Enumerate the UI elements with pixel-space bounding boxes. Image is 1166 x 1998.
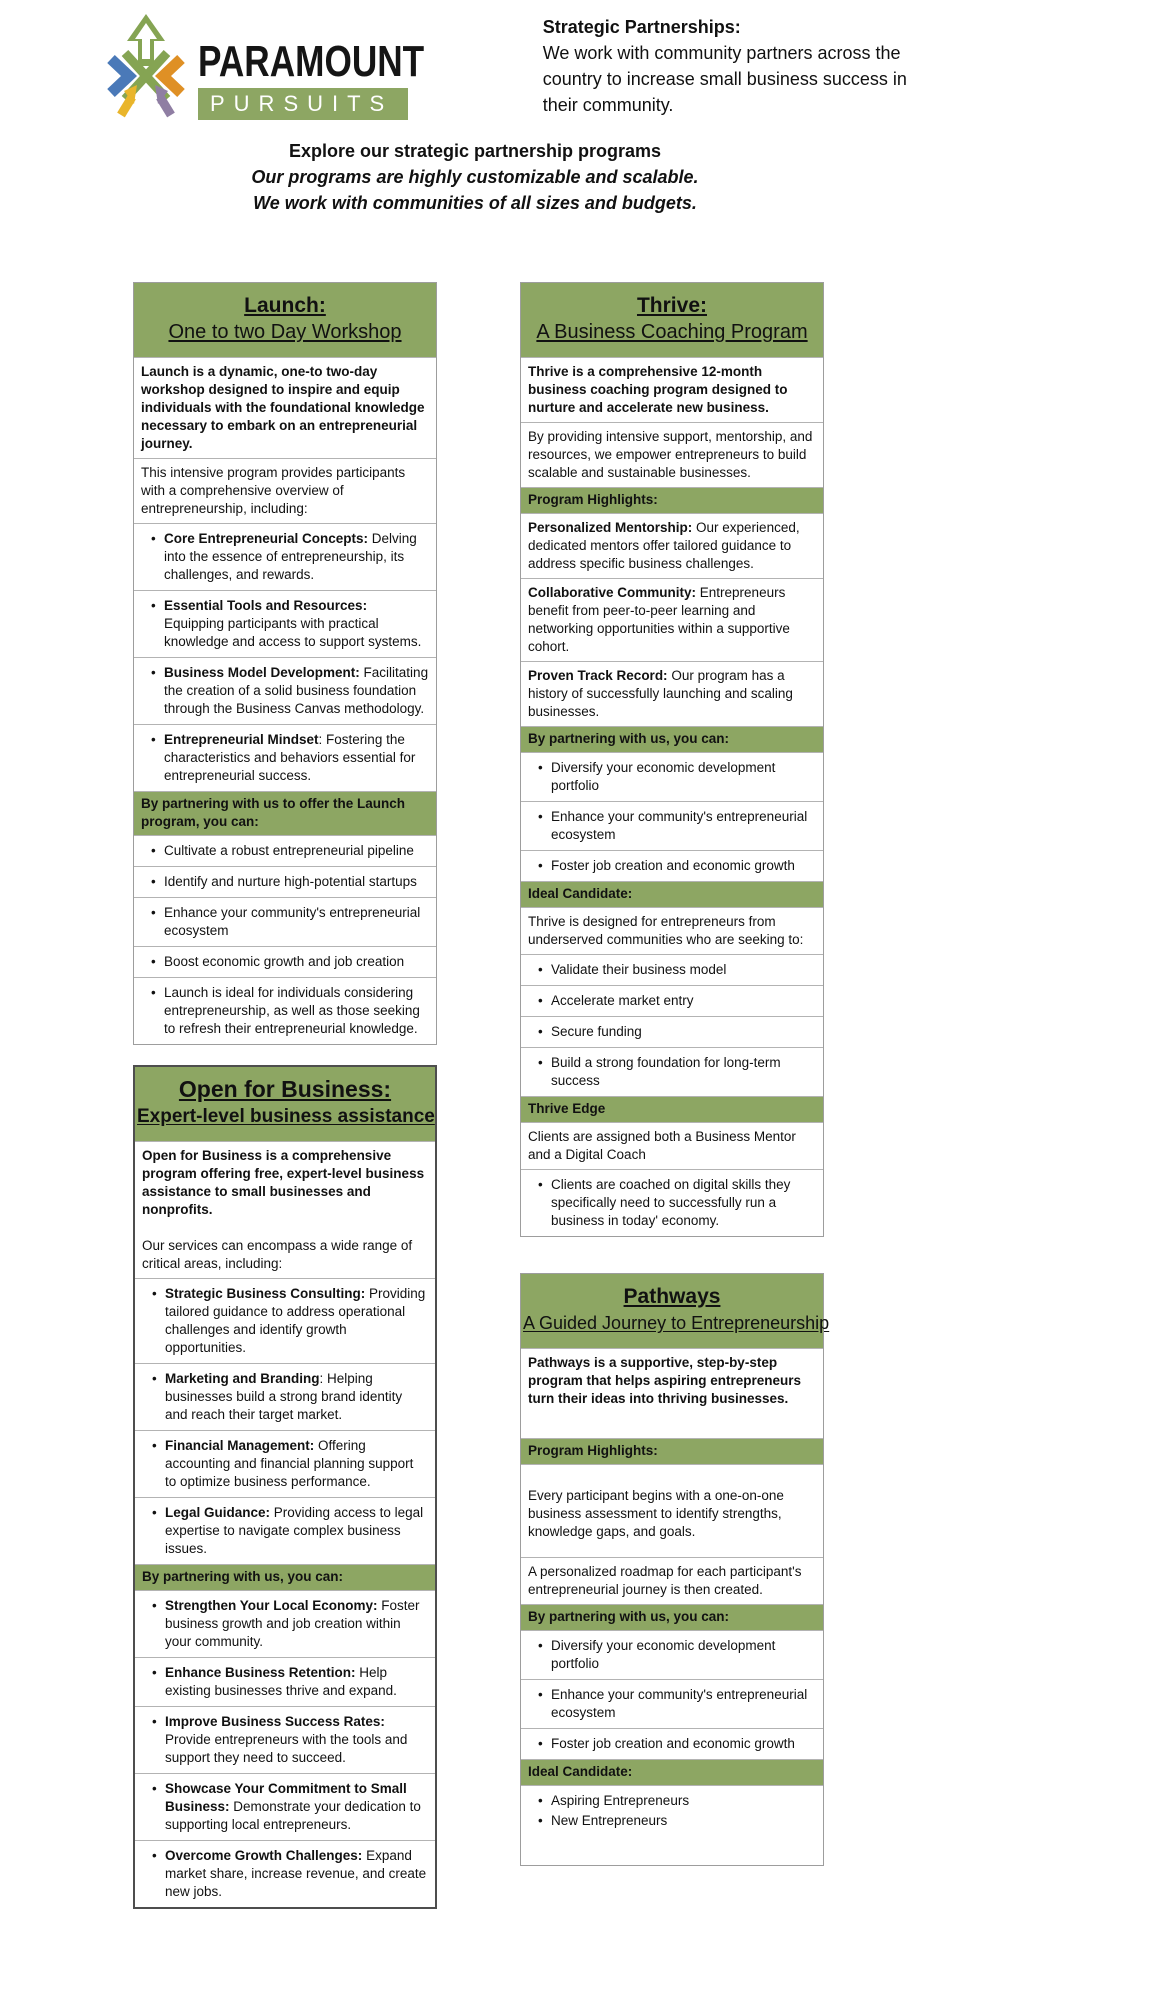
bullet-item: • Accelerate market entry: [528, 992, 816, 1010]
table-row: Clients are assigned both a Business Mentor and a Digital Coach: [521, 1122, 823, 1169]
logo: [104, 14, 481, 120]
table-row: [521, 954, 823, 985]
open-for-business-title: Open for Business:: [178, 1076, 392, 1102]
table-row: [135, 1706, 435, 1773]
bullet-item: • Launch is ideal for individuals considering entrepreneurship, as well as those seeking to refresh their entrepreneurial knowledge.: [141, 984, 429, 1038]
table-row: Thrive is a comprehensive 12-month business coaching program designed to nurture and accelerate new business.: [521, 357, 823, 422]
launch-subtitle: One to two Day Workshop: [168, 321, 402, 343]
open-for-business-table: [133, 1065, 437, 1909]
blurb-body: We work with community partners across the country to increase small business success in their community.: [542, 43, 907, 115]
brand-wordmark: [198, 37, 481, 120]
bullet-item: • Entrepreneurial Mindset: Fostering the characteristics and behaviors essential for entrepreneurial success.: [141, 731, 429, 785]
bullet-item: • Secure funding: [528, 1023, 816, 1041]
tagline-line-2: We work with communities of all sizes and budgets.: [253, 193, 697, 213]
bullet-item: • Clients are coached on digital skills they specifically need to successfully run a business in today' economy.: [528, 1176, 816, 1230]
bullet-item: • Foster job creation and economic growth: [528, 1735, 816, 1753]
table-row: [134, 590, 436, 657]
section-subheader: By partnering with us, you can:: [521, 1604, 823, 1630]
page-headings: [0, 138, 950, 216]
brand-name: PARAMOUNT: [198, 37, 425, 86]
thrive-table: [520, 282, 824, 1237]
bullet-item: • Aspiring Entrepreneurs: [528, 1792, 816, 1810]
table-row: [134, 657, 436, 724]
table-row: [134, 946, 436, 977]
table-row: Thrive is designed for entrepreneurs from underserved communities who are seeking to:: [521, 907, 823, 954]
table-row: [135, 1497, 435, 1564]
bullet-item: • New Entrepreneurs: [528, 1812, 816, 1830]
bullet-item: • Core Entrepreneurial Concepts: Delving into the essence of entrepreneurship, its challenges, and rewards.: [141, 530, 429, 584]
table-row: [521, 752, 823, 801]
left-column: [133, 282, 437, 1909]
bullet-item: • Enhance Business Retention: Help existing businesses thrive and expand.: [142, 1664, 428, 1700]
section-subheader: Program Highlights:: [521, 487, 823, 513]
pathways-header: [521, 1274, 830, 1348]
pathways-title: Pathways: [623, 1285, 721, 1308]
open-for-business-header: [135, 1067, 435, 1141]
table-row: [134, 724, 436, 791]
tagline-line-1: Our programs are highly customizable and scalable.: [251, 167, 699, 187]
bullet-item: • Business Model Development: Facilitating the creation of a solid business foundation through the Business Canvas methodology.: [141, 664, 429, 718]
table-row: [135, 1773, 435, 1840]
section-subheader: By partnering with us, you can:: [135, 1564, 435, 1590]
bullet-list: [141, 530, 429, 584]
table-row: A personalized roadmap for each participant's entrepreneurial journey is then created.: [521, 1557, 823, 1604]
arrow-star-icon: [104, 14, 188, 118]
table-row: Open for Business is a comprehensive program offering free, expert-level business assistance to small businesses and nonprofits. Our services can encompass a wide range of critical areas, including:: [135, 1141, 435, 1278]
bullet-item: • Cultivate a robust entrepreneurial pipeline: [141, 842, 429, 860]
blurb-heading: Strategic Partnerships:: [542, 17, 741, 37]
table-row: [521, 1169, 823, 1236]
launch-title: Launch:: [244, 294, 326, 317]
bullet-item: • Boost economic growth and job creation: [141, 953, 429, 971]
table-row: [134, 835, 436, 866]
header: [0, 0, 1166, 120]
table-row: [135, 1657, 435, 1706]
table-row: [521, 985, 823, 1016]
table-row: [135, 1430, 435, 1497]
bullet-item: • Enhance your community's entrepreneurial ecosystem: [528, 1686, 816, 1722]
explore-heading: Explore our strategic partnership programs: [288, 141, 662, 161]
table-row: Every participant begins with a one-on-one business assessment to identify strengths, knowledge gaps, and goals.: [521, 1464, 823, 1557]
bullet-list: [141, 597, 429, 651]
bullet-item: • Marketing and Branding: Helping businesses build a strong brand identity and reach their target market.: [142, 1370, 428, 1424]
program-columns: [133, 282, 1166, 1909]
bullet-item: • Financial Management: Offering accounting and financial planning support to optimize business performance.: [142, 1437, 428, 1491]
table-row: [521, 801, 823, 850]
table-row: [521, 1728, 823, 1759]
thrive-header: [521, 283, 823, 357]
bullet-item: • Identify and nurture high-potential startups: [141, 873, 429, 891]
section-subheader: Program Highlights:: [521, 1438, 823, 1464]
thrive-subtitle: A Business Coaching Program: [536, 321, 808, 343]
launch-table: [133, 282, 437, 1045]
table-row: [135, 1363, 435, 1430]
pathways-subtitle: A Guided Journey to Entrepreneurship: [523, 1313, 830, 1333]
table-row: [521, 1679, 823, 1728]
table-row: This intensive program provides participants with a comprehensive overview of entrepreneurship, including:: [134, 458, 436, 523]
thrive-title: Thrive:: [636, 294, 707, 317]
bullet-item: • Strengthen Your Local Economy: Foster business growth and job creation within your community.: [142, 1597, 428, 1651]
bullet-item: • Validate their business model: [528, 961, 816, 979]
table-row: Personalized Mentorship: Our experienced, dedicated mentors offer tailored guidance to address specific business challenges.: [521, 513, 823, 578]
bullet-item: • Diversify your economic development portfolio: [528, 759, 816, 795]
table-row: Proven Track Record: Our program has a history of successfully launching and scaling businesses.: [521, 661, 823, 726]
table-row: [521, 1630, 823, 1679]
table-row: [135, 1840, 435, 1907]
bullet-item: • Legal Guidance: Providing access to legal expertise to navigate complex business issues.: [142, 1504, 428, 1558]
bullet-list: [141, 731, 429, 785]
bullet-item: • Enhance your community's entrepreneurial ecosystem: [528, 808, 816, 844]
brand-subname: PURSUITS: [198, 88, 408, 120]
table-row: [521, 1016, 823, 1047]
section-subheader: Ideal Candidate:: [521, 881, 823, 907]
table-row: Pathways is a supportive, step-by-step program that helps aspiring entrepreneurs turn their ideas into thriving businesses.: [521, 1348, 823, 1438]
bullet-item: • Strategic Business Consulting: Providing tailored guidance to address operational challenges and identify growth opportunities.: [142, 1285, 428, 1357]
bullet-item: • Overcome Growth Challenges: Expand market share, increase revenue, and create new jobs.: [142, 1847, 428, 1901]
bullet-item: • Build a strong foundation for long-term success: [528, 1054, 816, 1090]
section-subheader: Thrive Edge: [521, 1096, 823, 1122]
table-row: [521, 850, 823, 881]
section-subheader: By partnering with us, you can:: [521, 726, 823, 752]
table-row: Launch is a dynamic, one-to two-day workshop designed to inspire and equip individuals with the foundational knowledge necessary to embark on an entrepreneurial journey.: [134, 357, 436, 458]
right-column: [520, 282, 830, 1866]
table-row: [134, 977, 436, 1044]
open-for-business-subtitle: Expert-level business assistance: [137, 1106, 435, 1127]
table-row: [134, 866, 436, 897]
bullet-item: • Essential Tools and Resources: Equipping participants with practical knowledge and access to support systems.: [141, 597, 429, 651]
launch-header: [134, 283, 436, 357]
table-row: [521, 1047, 823, 1096]
bullet-list: [141, 664, 429, 718]
table-row: Collaborative Community: Entrepreneurs benefit from peer-to-peer learning and networking opportunities within a supportive cohort.: [521, 578, 823, 661]
bullet-item: • Improve Business Success Rates: Provide entrepreneurs with the tools and support they need to succeed.: [142, 1713, 428, 1767]
table-row: [134, 523, 436, 590]
table-row: [521, 1785, 823, 1865]
section-subheader: Ideal Candidate:: [521, 1759, 823, 1785]
bullet-item: • Showcase Your Commitment to Small Business: Demonstrate your dedication to supporting local entrepreneurs.: [142, 1780, 428, 1834]
table-row: By providing intensive support, mentorship, and resources, we empower entrepreneurs to build scalable and sustainable businesses.: [521, 422, 823, 487]
pathways-table: [520, 1273, 830, 1866]
strategic-partnerships-blurb: [543, 14, 915, 118]
bullet-item: • Foster job creation and economic growth: [528, 857, 816, 875]
bullet-item: • Diversify your economic development portfolio: [528, 1637, 816, 1673]
table-row: [135, 1278, 435, 1363]
table-row: [135, 1590, 435, 1657]
bullet-item: • Enhance your community's entrepreneurial ecosystem: [141, 904, 429, 940]
table-row: [134, 897, 436, 946]
section-subheader: By partnering with us to offer the Launch program, you can:: [134, 791, 436, 835]
